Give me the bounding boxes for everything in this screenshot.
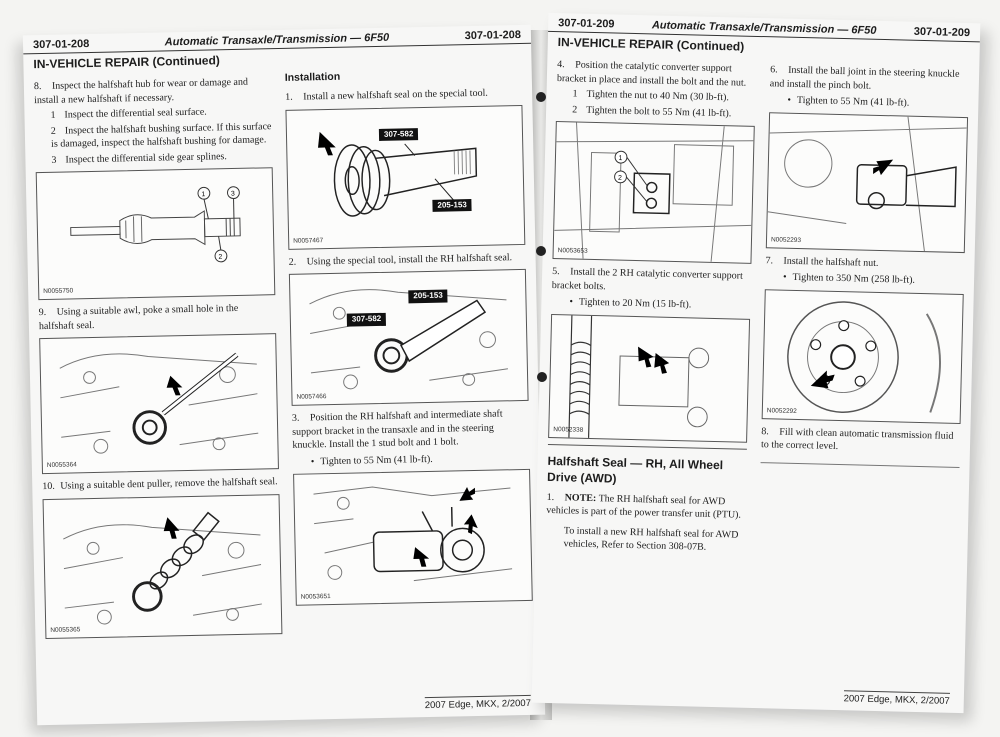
figure-halfshaft-diagram bbox=[36, 167, 276, 300]
arrow-icon bbox=[166, 376, 182, 396]
torque-spec: • Tighten to 55 Nm (41 lb-ft). bbox=[311, 451, 530, 469]
figure-code: N0057466 bbox=[296, 393, 327, 402]
left-column-1 bbox=[34, 69, 283, 638]
callout-number: 1 bbox=[618, 155, 623, 163]
page-number: 307-01-209 bbox=[913, 25, 971, 40]
tool-label: 307-582 bbox=[379, 128, 419, 142]
step-10: 10. Using a suitable dent puller, remove the halfshaft seal. bbox=[42, 476, 278, 493]
figure-code: N0055750 bbox=[43, 287, 74, 296]
callout-number: 2 bbox=[218, 253, 223, 261]
figure-bracket-bolts bbox=[548, 313, 750, 442]
page-number: 307-01-208 bbox=[464, 28, 522, 43]
torque-spec: • Tighten to 20 Nm (15 lb-ft). bbox=[569, 295, 750, 313]
arrow-icon bbox=[413, 547, 429, 567]
callout-number: 2 bbox=[617, 174, 622, 182]
arrow-icon bbox=[459, 487, 475, 501]
arrow-icon bbox=[873, 159, 893, 175]
divider bbox=[761, 462, 960, 468]
arrow-icon bbox=[163, 516, 179, 538]
figure-code: N0053653 bbox=[557, 247, 588, 256]
right-column-1 bbox=[545, 52, 756, 556]
dent-puller-illustration bbox=[44, 495, 282, 638]
transaxle-awl-illustration bbox=[40, 334, 278, 473]
installation-heading: Installation bbox=[284, 70, 341, 84]
figure-code: N0055365 bbox=[50, 626, 81, 634]
step-8: 8. Inspect the halfshaft hub for wear or damage and install a new halfshaft if necessary. bbox=[33, 76, 249, 106]
step-9: 9. Using a suitable awl, poke a small hole in the halfshaft seal. bbox=[38, 302, 239, 332]
arrow-icon bbox=[464, 514, 478, 534]
torque-spec: • Tighten to 55 Nm (41 lb-ft). bbox=[787, 94, 968, 112]
figure-code: N0052293 bbox=[770, 236, 802, 244]
step-8: 8. Fill with clean automatic transmission fluid to the correct level. bbox=[760, 425, 954, 453]
section-heading: IN-VEHICLE REPAIR (Continued) bbox=[557, 35, 745, 54]
tool-label: 307-582 bbox=[347, 313, 387, 327]
arrow-icon bbox=[811, 370, 835, 388]
binder-hole bbox=[536, 92, 546, 102]
figure-dent-puller bbox=[43, 494, 283, 639]
hub-nut-illustration bbox=[763, 290, 963, 423]
page-footer: 2007 Edge, MKX, 2/2007 bbox=[425, 695, 531, 711]
right-column-2 bbox=[758, 57, 969, 561]
figure-seal-on-tool bbox=[285, 105, 525, 250]
figure-code: N0057467 bbox=[293, 237, 324, 245]
awd-section-heading: Halfshaft Seal — RH, All Wheel Drive (AWD) bbox=[547, 443, 747, 489]
page-number: 307-01-209 bbox=[558, 17, 615, 31]
step-6: 6. Install the ball joint in the steering knuckle and install the pinch bolt. bbox=[769, 64, 960, 92]
binder-hole bbox=[537, 372, 547, 382]
page-header-title: Automatic Transaxle/Transmission — 6F50 bbox=[651, 19, 877, 37]
left-page bbox=[23, 25, 545, 725]
figure-catalytic-bracket bbox=[552, 121, 754, 264]
bracket-illustration bbox=[294, 470, 532, 605]
figure-code: N0055364 bbox=[46, 461, 77, 470]
figure-halfshaft-bracket bbox=[293, 469, 533, 606]
page-header-title: Automatic Transaxle/Transmission — 6F50 bbox=[164, 31, 390, 49]
awd-reference-text: To install a new RH halfshaft seal for AWD vehicles, Refer to Section 308-07B. bbox=[563, 525, 739, 554]
tool-label: 205-153 bbox=[432, 199, 472, 213]
step-7: 7. Install the halfshaft nut. bbox=[765, 254, 879, 269]
arrow-icon bbox=[318, 131, 336, 155]
awd-note: 1. NOTE: The RH halfshaft seal for AWD vehicles is part of the power transfer unit (PTU). bbox=[546, 491, 742, 522]
install-step-1: 1. Install a new halfshaft seal on the special tool. bbox=[285, 87, 488, 104]
torque-spec: • Tighten to 350 Nm (258 lb-ft). bbox=[783, 271, 964, 289]
sub-step: 1 Inspect the differential seal surface. bbox=[50, 106, 207, 121]
figure-halfshaft-nut bbox=[762, 289, 964, 424]
step-5: 5. Install the 2 RH catalytic converter support bracket bolts. bbox=[551, 265, 743, 292]
arrow-icon bbox=[638, 346, 654, 367]
callout-number: 3 bbox=[230, 190, 235, 198]
figure-install-seal bbox=[289, 269, 529, 406]
right-page bbox=[532, 13, 981, 713]
catalytic-bracket-illustration bbox=[554, 122, 754, 263]
callout-number: 1 bbox=[201, 191, 206, 199]
figure-ball-joint bbox=[766, 112, 968, 253]
figure-code: N0052338 bbox=[553, 425, 584, 434]
page-number: 307-01-208 bbox=[32, 38, 90, 52]
figure-awl-seal bbox=[39, 333, 279, 474]
sub-step: 2 Tighten the bolt to 55 Nm (41 lb-ft). bbox=[572, 103, 732, 119]
page-footer: 2007 Edge, MKX, 2/2007 bbox=[844, 690, 950, 707]
sub-step: 3 Inspect the differential side gear splines. bbox=[51, 150, 227, 166]
left-column-2 bbox=[285, 64, 534, 633]
binder-hole bbox=[536, 246, 546, 256]
ball-joint-illustration bbox=[767, 113, 967, 252]
sub-step: 1 Tighten the nut to 40 Nm (30 lb-ft). bbox=[572, 88, 730, 104]
bracket-bolts-illustration bbox=[549, 315, 749, 442]
sub-step: 2 Inspect the halfshaft bushing surface. If this surface is damaged, inspect the halfshaft bushing for damage. bbox=[50, 120, 272, 150]
section-heading: IN-VEHICLE REPAIR (Continued) bbox=[33, 53, 220, 72]
install-step-3: 3. Position the RH halfshaft and intermediate shaft support bracket in the transaxle and in the steering knuckle. Install the 1 stud bolt and 1 bolt. bbox=[291, 408, 503, 452]
halfshaft-illustration bbox=[37, 168, 275, 299]
figure-code: N0052292 bbox=[766, 407, 797, 415]
install-step-2: 2. Using the special tool, install the RH halfshaft seal. bbox=[288, 251, 513, 268]
step-4: 4. Position the catalytic converter support bracket in place and install the bolt and the nut. bbox=[556, 59, 747, 89]
tool-label: 205-153 bbox=[408, 290, 448, 304]
figure-code: N0053651 bbox=[300, 593, 331, 602]
arrow-icon bbox=[654, 352, 669, 373]
